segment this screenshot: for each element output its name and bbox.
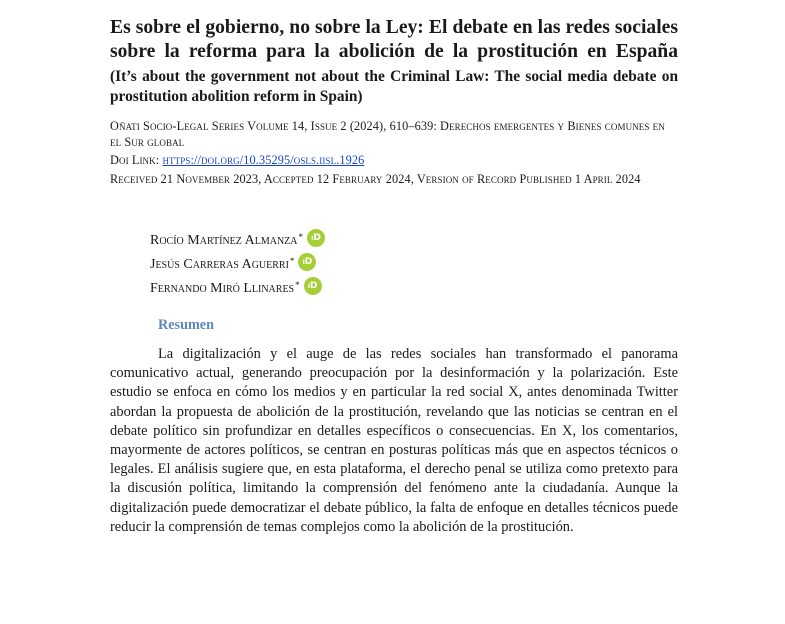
series-info: Oñati Socio-Legal Series Volume 14, Issue 2 (2024), 610–639: Derechos emergentes y Bienes comunes en el Sur global [110,119,665,149]
author-item [150,229,325,253]
paper-title: Es sobre el gobierno, no sobre la Ley: El debate en las redes sociales sobre la reforma para la abolición de la prostitución en España [110,17,678,62]
author-list [150,229,325,301]
author-name: Jesús Carreras Aguerri [150,257,289,272]
dates-line: Received 21 November 2023, Accepted 12 February 2024, Version of Record Published 1 April 2024 [110,172,641,186]
author-name: Rocío Martínez Almanza [150,233,298,248]
author-mark: * [289,256,295,266]
abstract-heading: Resumen [158,317,214,333]
author-name: Fernando Miró Llinares [150,281,295,296]
orcid-icon[interactable]: iD [298,253,316,271]
author-item [150,277,325,301]
paper-subtitle: (It’s about the government not about the Criminal Law: The social media debate on prostitution abolition reform in Spain) [110,68,678,105]
author-mark: * [295,280,300,290]
author-mark: * [298,232,304,242]
doi-label: Doi Link: [110,153,163,167]
doi-line [110,152,678,168]
orcid-icon[interactable]: iD [307,229,325,247]
doi-link[interactable]: https://doi.org/10.35295/osls.iisl.1926 [162,153,365,167]
orcid-icon[interactable]: iD [304,277,322,295]
abstract-text: La digitalización y el auge de las redes sociales han transformado el panorama comunicativo actual, generando preocupación por la desinformación y la polarización. Este estudio se enfoca en cómo los medios y en particular la red social X, antes denominada Twitter abordan la propuesta de abolición de la prostitución, revelando que las noticias se centran en el debate político sin profundizar en detalles específicos o consecuencias. En X, los comentarios, mayormente de actores políticos, se centran en posturas políticas más que en aspectos técnicos o legales. El análisis sugiere que, en esta plataforma, el derecho penal se utiliza como pretexto para la discusión política, limitando la comprensión del fenómeno ante la ciudadanía. Aunque la digitalización puede democratizar el debate público, la falta de enfoque en detalles técnicos puede reducir la comprensión de temas complejos como la abolición de la prostitución. [110,346,678,535]
